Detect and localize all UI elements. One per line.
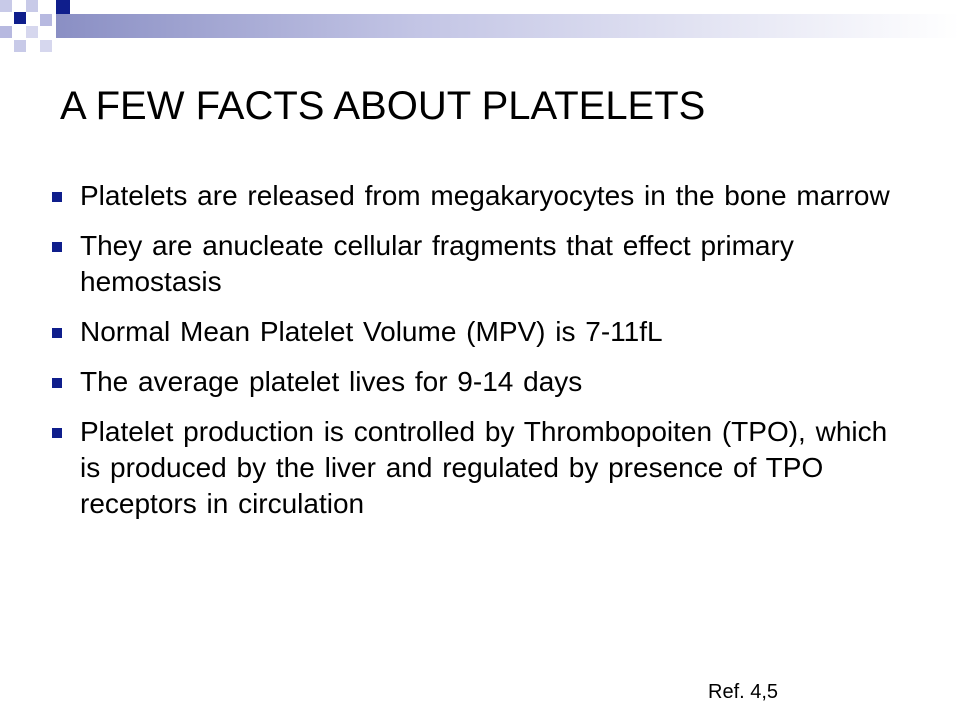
decor-square-light [26, 26, 38, 38]
decor-square-dark [14, 12, 26, 24]
bullet-item [52, 314, 892, 350]
decor-square-light [40, 40, 52, 52]
bullet-text: They are anucleate cellular fragments that effect primary hemostasis [80, 230, 794, 297]
bullet-item [52, 414, 892, 522]
header-decoration [0, 0, 960, 60]
decor-square-dark [56, 0, 70, 14]
bullet-item [52, 364, 892, 400]
slide-title: A FEW FACTS ABOUT PLATELETS [60, 84, 706, 128]
square-bullet-icon [52, 328, 62, 338]
bullet-text: Platelets are released from megakaryocytes in the bone marrow [80, 180, 890, 211]
bullet-item [52, 178, 892, 214]
bullet-list [52, 178, 892, 536]
square-bullet-icon [52, 378, 62, 388]
reference-note: Ref. 4,5 [708, 681, 779, 703]
decor-square-light [0, 0, 12, 12]
bullet-text: Platelet production is controlled by Thrombopoiten (TPO), which is produced by the liver and regulated by presence of TPO receptors in circulation [80, 416, 888, 519]
decor-square-light [40, 14, 52, 26]
decor-square-light [0, 26, 12, 38]
decor-square-light [14, 40, 26, 52]
bullet-text: The average platelet lives for 9-14 days [80, 366, 583, 397]
header-gradient-band [56, 14, 960, 38]
square-bullet-icon [52, 192, 62, 202]
bullet-item [52, 228, 892, 300]
square-bullet-icon [52, 428, 62, 438]
square-bullet-icon [52, 242, 62, 252]
bullet-text: Normal Mean Platelet Volume (MPV) is 7-11fL [80, 316, 663, 347]
decor-square-light [26, 0, 38, 12]
